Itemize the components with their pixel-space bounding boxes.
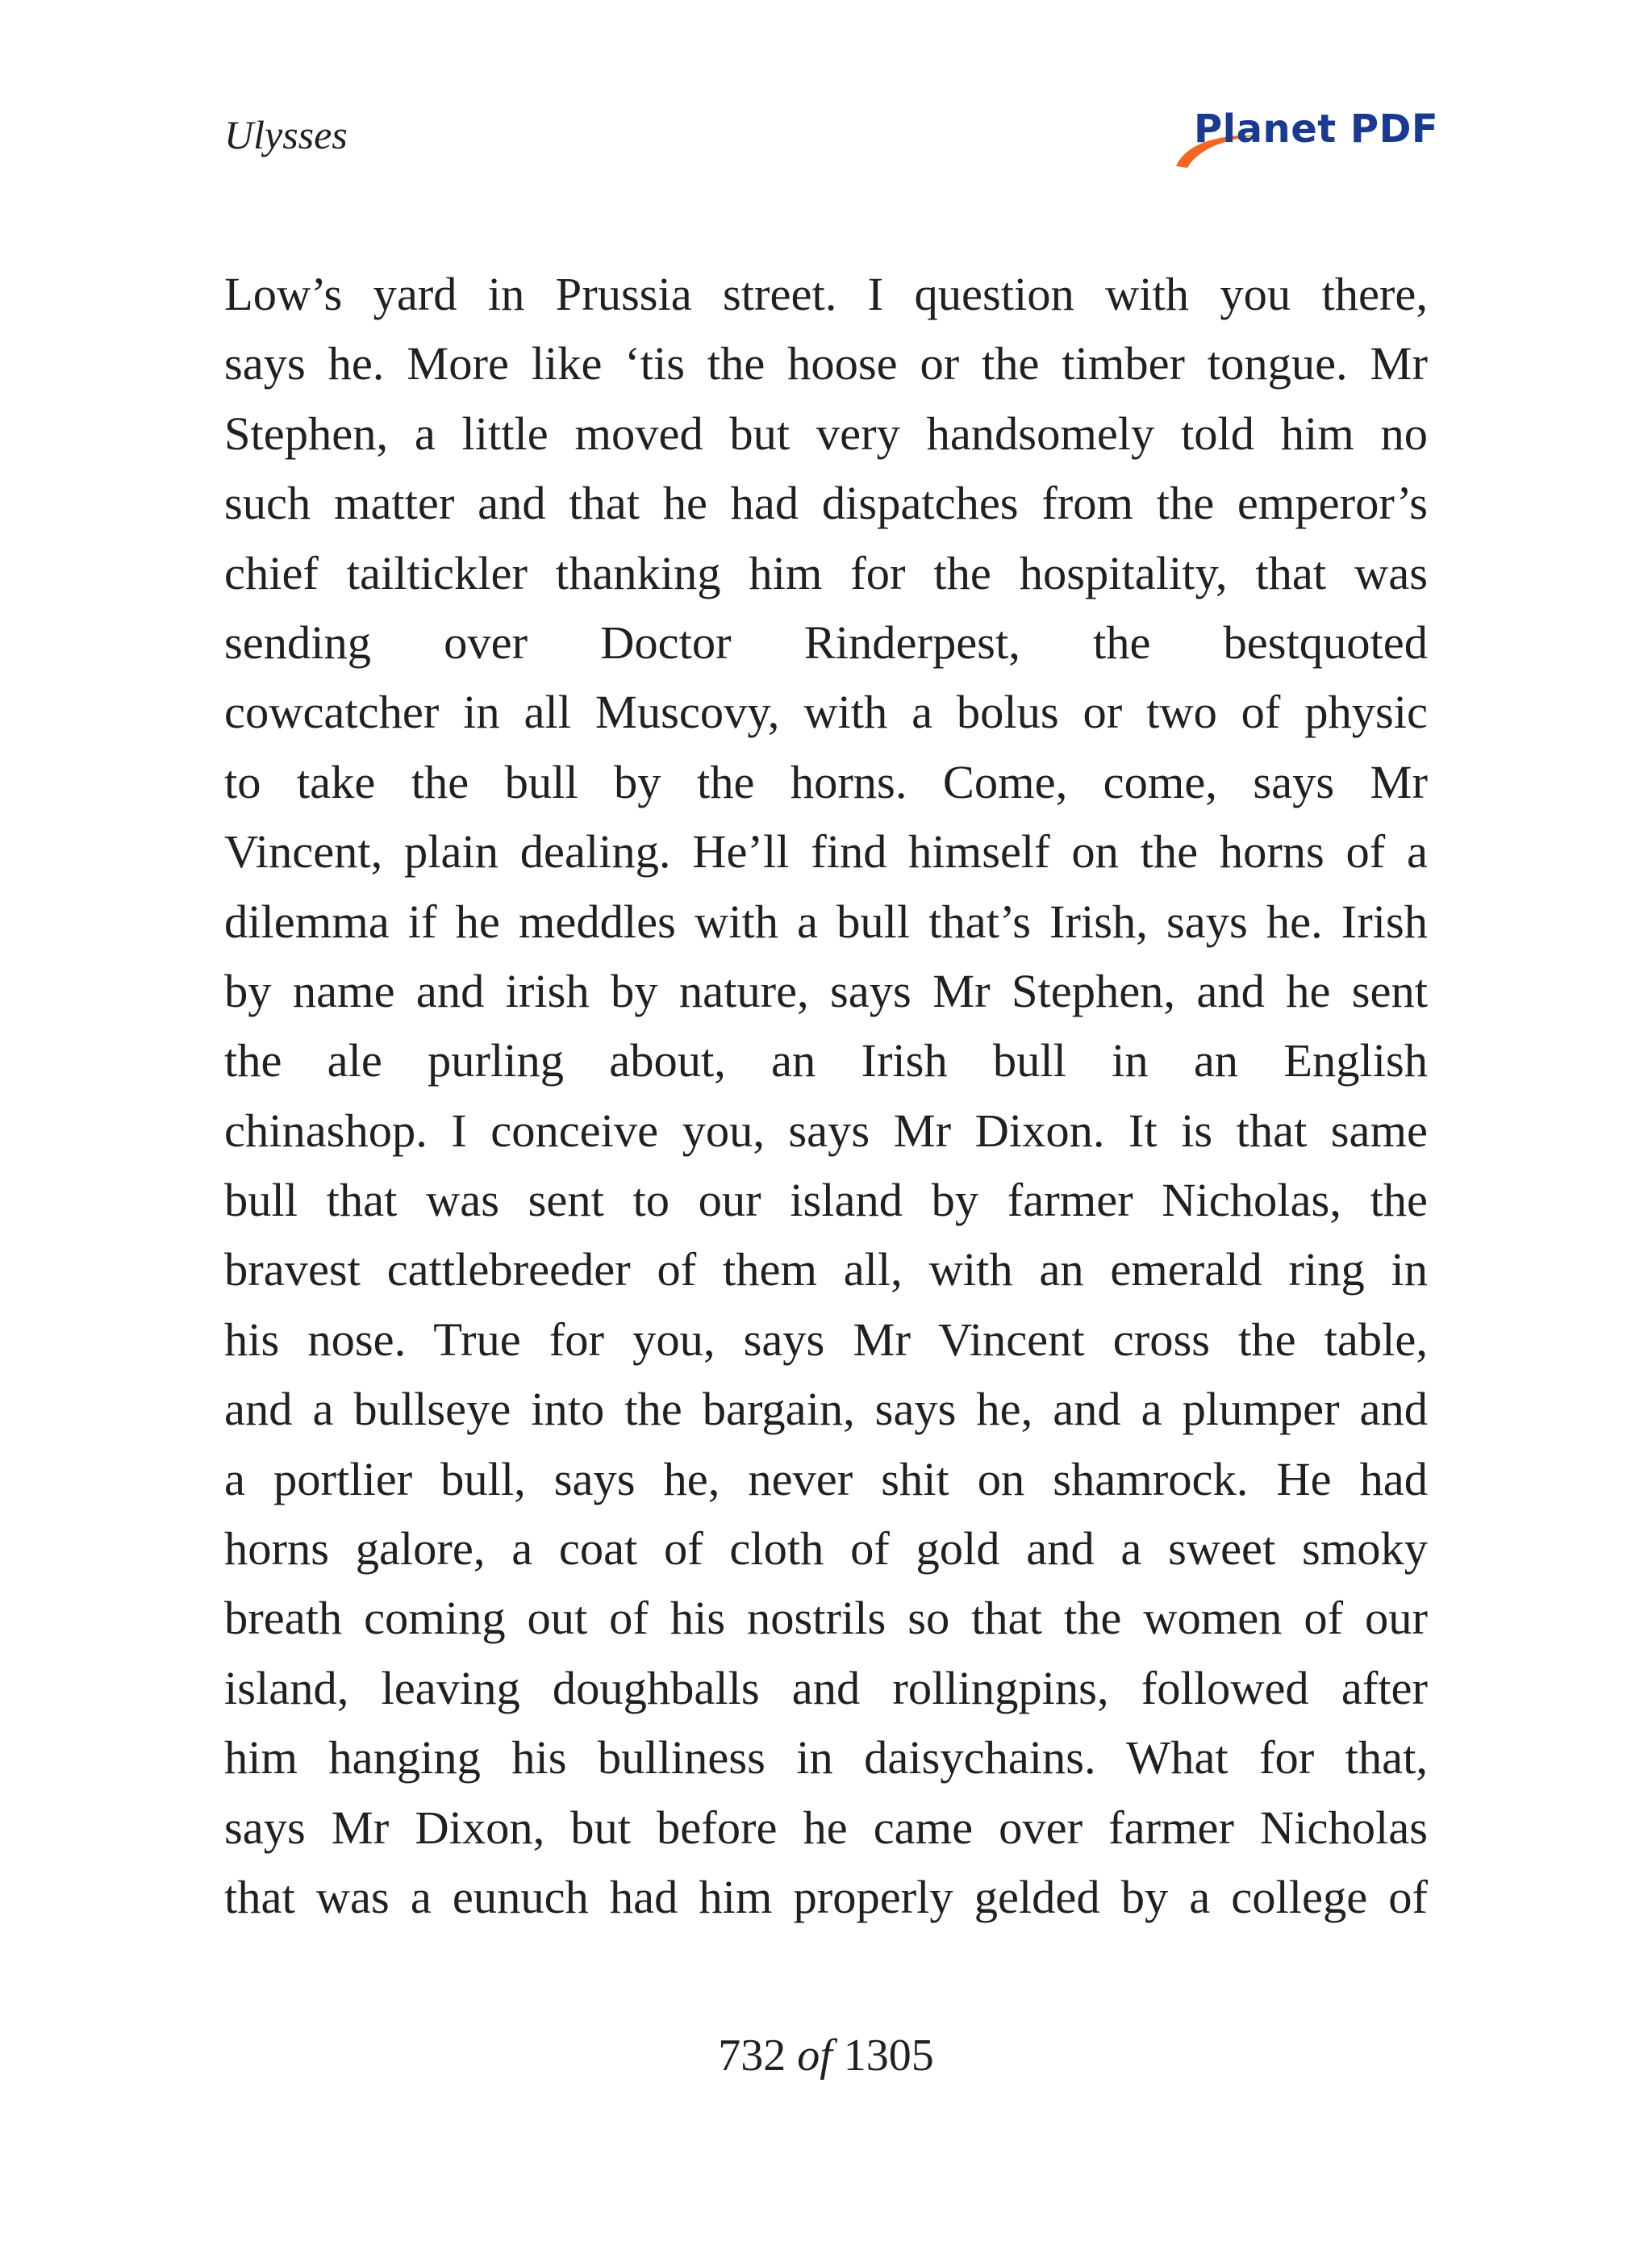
text-line: bull that was sent to our island by farmer Nicholas, the <box>224 1174 1428 1227</box>
text-line: to take the bull by the horns. Come, come, says Mr <box>224 755 1428 808</box>
text-line: dilemma if he meddles with a bull that’s Irish, says he. Irish <box>224 895 1428 948</box>
text-line: him hanging his bulliness in daisychains. What for that, <box>224 1731 1428 1784</box>
text-line: his nose. True for you, says Mr Vincent cross the table, <box>224 1313 1428 1366</box>
text-line: chief tailtickler thanking him for the hospitality, that was <box>224 546 1428 599</box>
text-line: cowcatcher in all Muscovy, with a bolus or two of physic <box>224 686 1428 739</box>
text-line: island, leaving doughballs and rollingpins, followed after <box>224 1661 1428 1714</box>
text-line: such matter and that he had dispatches from the emperor’s <box>224 477 1428 530</box>
text-line: Low’s yard in Prussia street. I question with you there, <box>224 268 1428 320</box>
text-line: the ale purling about, an Irish bull in an English <box>224 1034 1428 1087</box>
total-page-count: 1305 <box>843 2031 934 2081</box>
page-body-text <box>224 260 1428 1932</box>
text-line: Vincent, plain dealing. He’ll find himself on the horns of a <box>224 825 1428 879</box>
page-number <box>0 2023 1652 2088</box>
text-line: that was a eunuch had him properly gelded by a college of <box>224 1870 1428 1923</box>
text-line: says he. More like ‘tis the hoose or the timber tongue. Mr <box>224 337 1428 390</box>
page-of-label: of <box>797 2031 832 2081</box>
text-line: Stephen, a little moved but very handsomely told him no <box>224 407 1428 460</box>
text-line: says Mr Dixon, but before he came over farmer Nicholas <box>224 1801 1428 1854</box>
text-line: a portlier bull, says he, never shit on shamrock. He had <box>224 1452 1428 1505</box>
current-page-number: 732 <box>718 2031 786 2081</box>
text-line: sending over Doctor Rinderpest, the bestquoted <box>224 616 1428 669</box>
text-line: by name and irish by nature, says Mr Stephen, and he sent <box>224 964 1428 1017</box>
text-line: and a bullseye into the bargain, says he, and a plumper and <box>224 1383 1428 1436</box>
book-title: Ulysses <box>224 112 348 157</box>
planet-pdf-logo-text: Planet PDF <box>1194 106 1439 152</box>
text-line: bravest cattlebreeder of them all, with an emerald ring in <box>224 1243 1428 1296</box>
text-line: horns galore, a coat of cloth of gold and a sweet smoky <box>224 1522 1428 1576</box>
text-line: chinashop. I conceive you, says Mr Dixon. It is that same <box>224 1104 1428 1157</box>
planet-pdf-logo <box>1170 103 1439 176</box>
text-line: breath coming out of his nostrils so that the women of our <box>224 1592 1428 1645</box>
